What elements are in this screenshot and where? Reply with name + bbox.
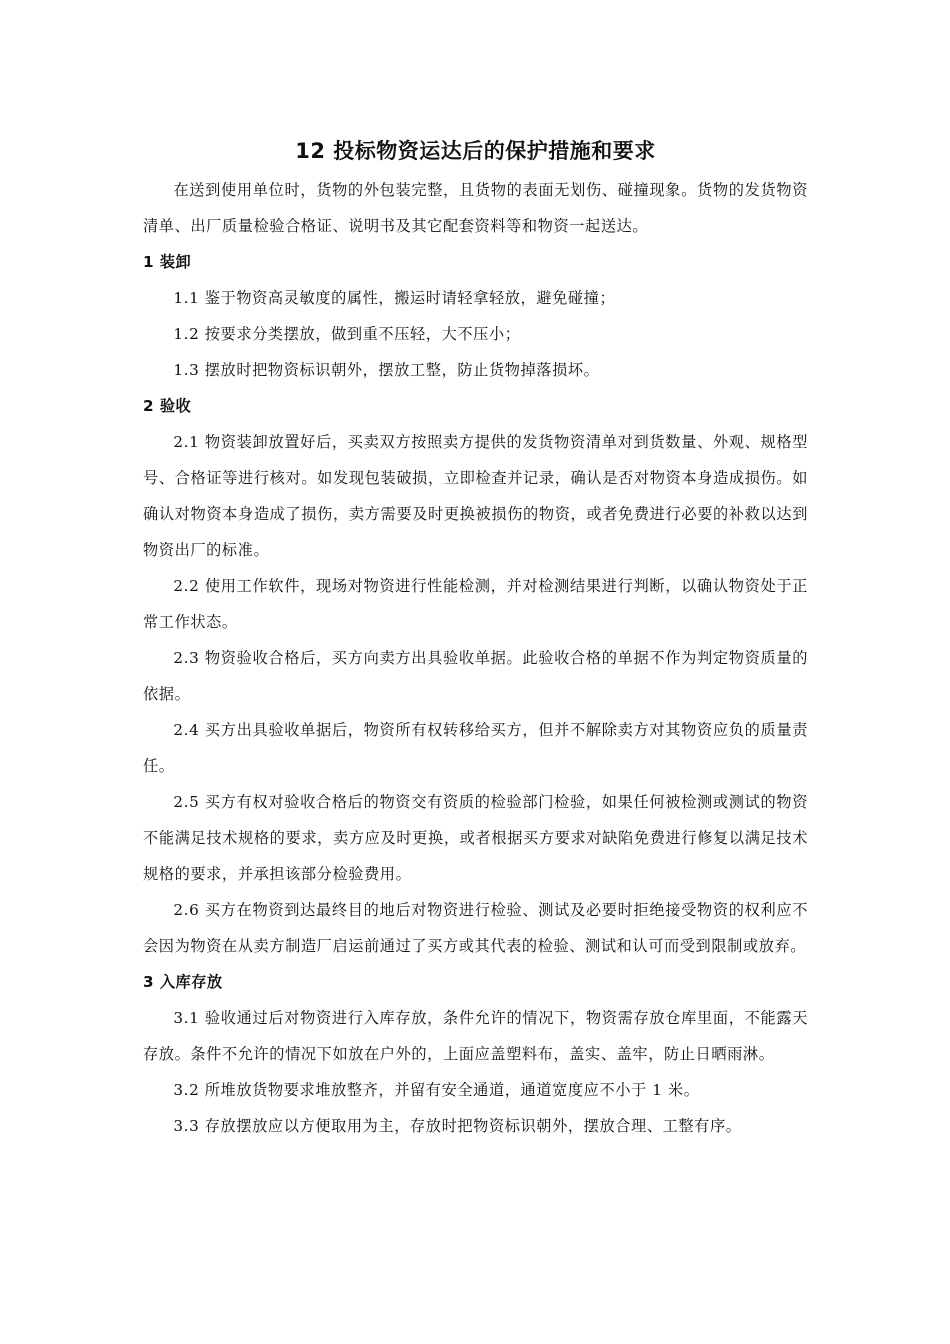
intro-paragraph: 在送到使用单位时，货物的外包装完整，且货物的表面无划伤、碰撞现象。货物的发货物资清单、出厂质量检验合格证、说明书及其它配套资料等和物资一起送达。 <box>143 181 808 235</box>
clause-1-2: 1.2 按要求分类摆放，做到重不压轻，大不压小； <box>173 325 521 343</box>
clause-1-1: 1.1 鉴于物资高灵敏度的属性，搬运时请轻拿轻放，避免碰撞； <box>173 289 616 307</box>
document-title: 12 投标物资运达后的保护措施和要求 <box>295 139 656 163</box>
clause-2-2: 2.2 使用工作软件，现场对物资进行性能检测，并对检测结果进行判断，以确认物资处于正常工作状态。 <box>143 577 808 631</box>
section-heading-storage: 3 入库存放 <box>143 973 223 991</box>
clause-1-3: 1.3 摆放时把物资标识朝外，摆放工整，防止货物掉落损坏。 <box>173 361 600 379</box>
clause-2-6: 2.6 买方在物资到达最终目的地后对物资进行检验、测试及必要时拒绝接受物资的权利应不会因为物资在从卖方制造厂启运前通过了买方或其代表的检验、测试和认可而受到限制或放弃。 <box>143 901 808 955</box>
clause-3-3: 3.3 存放摆放应以方便取用为主，存放时把物资标识朝外，摆放合理、工整有序。 <box>173 1117 742 1135</box>
clause-2-5: 2.5 买方有权对验收合格后的物资交有资质的检验部门检验，如果任何被检测或测试的物资不能满足技术规格的要求，卖方应及时更换，或者根据买方要求对缺陷免费进行修复以满足技术规格的要求，并承担该部分检验费用。 <box>143 793 808 883</box>
document-body <box>143 132 808 1144</box>
clause-2-1: 2.1 物资装卸放置好后，买卖双方按照卖方提供的发货物资清单对到货数量、外观、规格型号、合格证等进行核对。如发现包装破损，立即检查并记录，确认是否对物资本身造成损伤。如确认对物资本身造成了损伤，卖方需要及时更换被损伤的物资，或者免费进行必要的补救以达到物资出厂的标准。 <box>143 433 808 559</box>
clause-3-2: 3.2 所堆放货物要求堆放整齐，并留有安全通道，通道宽度应不小于 1 米。 <box>173 1081 700 1099</box>
section-heading-acceptance: 2 验收 <box>143 397 192 415</box>
clause-3-1: 3.1 验收通过后对物资进行入库存放，条件允许的情况下，物资需存放仓库里面，不能露天存放。条件不允许的情况下如放在户外的，上面应盖塑料布，盖实、盖牢，防止日晒雨淋。 <box>143 1009 808 1063</box>
clause-2-3: 2.3 物资验收合格后，买方向卖方出具验收单据。此验收合格的单据不作为判定物资质量的依据。 <box>143 649 808 703</box>
section-heading-loading: 1 装卸 <box>143 253 192 271</box>
clause-2-4: 2.4 买方出具验收单据后，物资所有权转移给买方，但并不解除卖方对其物资应负的质量责任。 <box>143 721 808 775</box>
